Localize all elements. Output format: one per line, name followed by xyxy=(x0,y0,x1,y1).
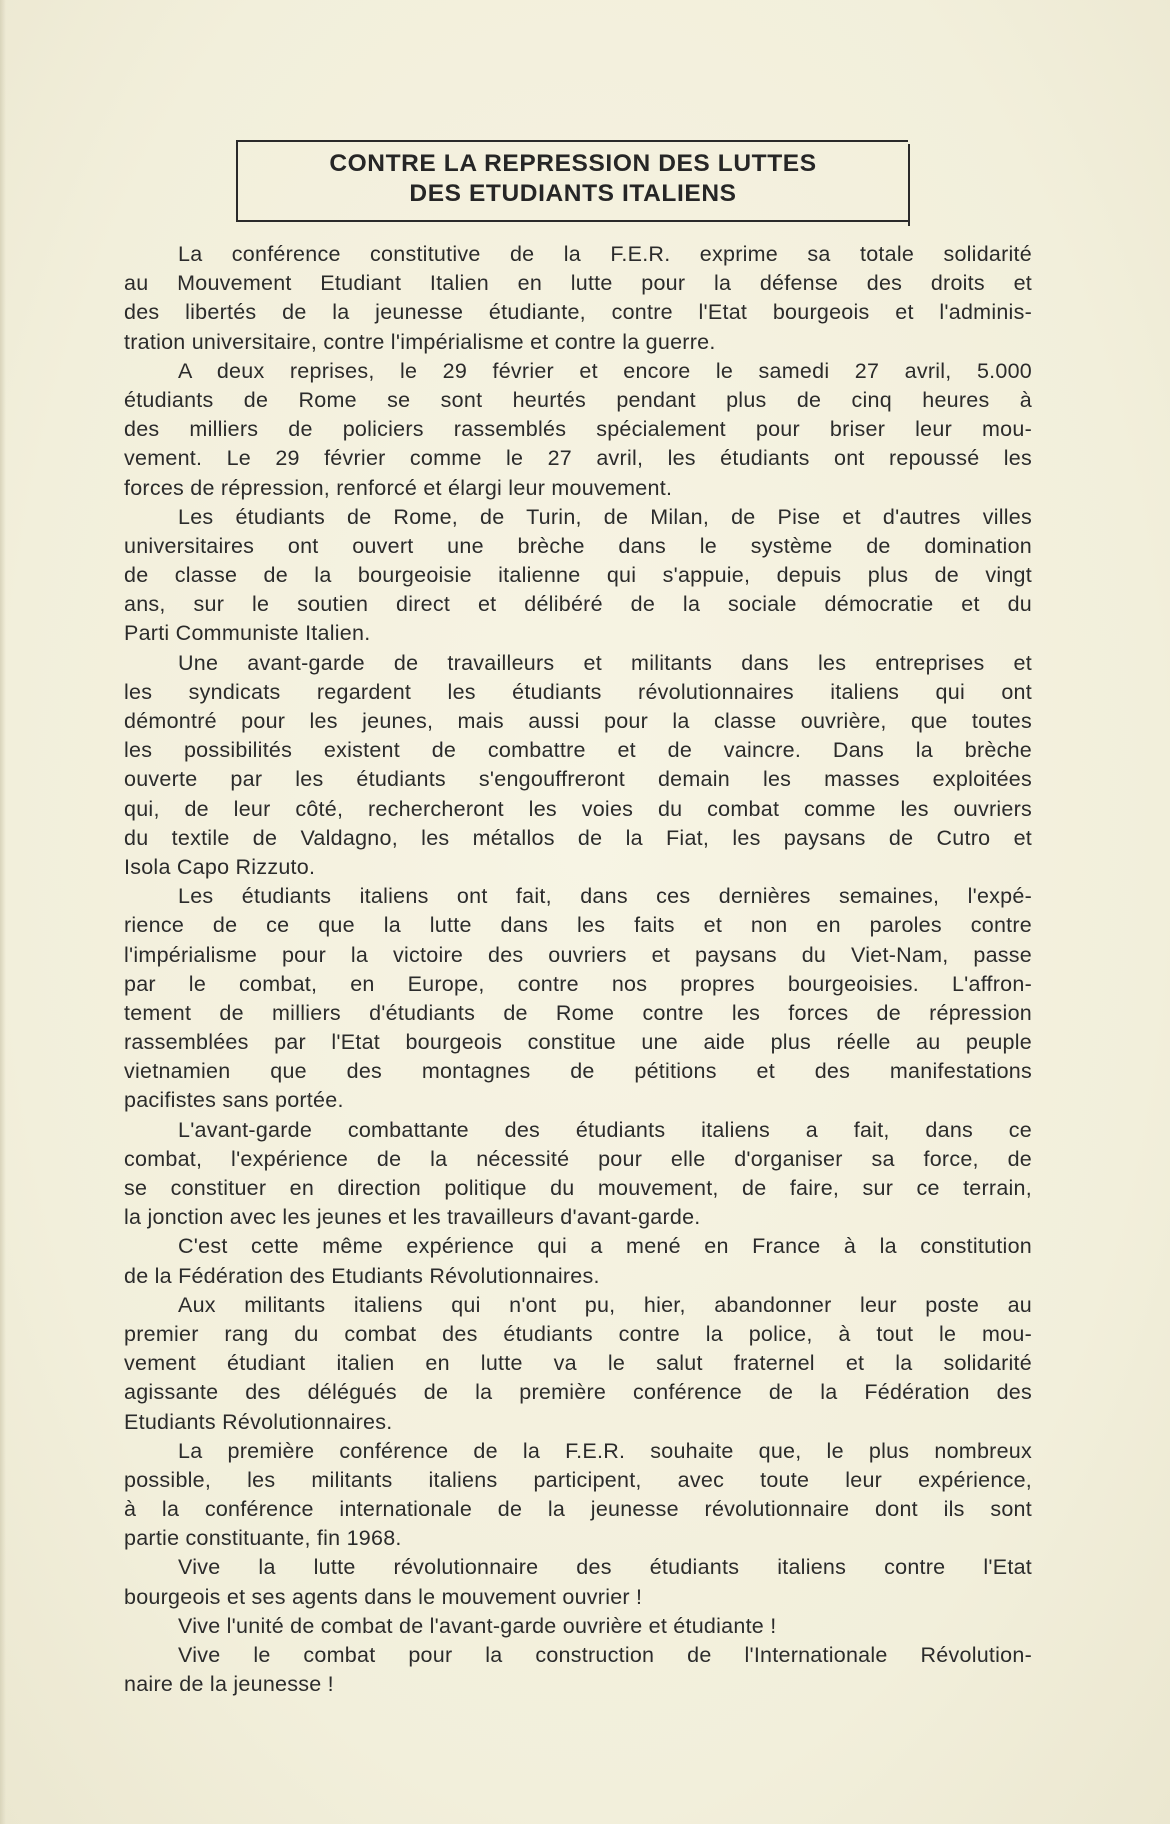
text-line: étudiants de Rome se sont heurtés pendant plus de cinq heures à xyxy=(124,387,1032,412)
title-box-right-border xyxy=(908,144,910,226)
text-line: combat, l'expérience de la nécessité pour elle d'organiser sa force, de xyxy=(124,1146,1032,1171)
text-line: des milliers de policiers rassemblés spécialement pour briser leur mou- xyxy=(124,417,1032,442)
text-line: Isola Capo Rizzuto. xyxy=(124,854,316,879)
text-line: Une avant-garde de travailleurs et militants dans les entreprises et xyxy=(178,650,1032,675)
text-line: premier rang du combat des étudiants contre la police, à tout le mou- xyxy=(124,1321,1032,1346)
text-line: naire de la jeunesse ! xyxy=(124,1672,334,1697)
text-line: possible, les militants italiens participent, avec toute leur expérience, xyxy=(124,1467,1032,1492)
text-line: de la Fédération des Etudiants Révolutionnaires. xyxy=(124,1263,600,1288)
text-line: Etudiants Révolutionnaires. xyxy=(124,1409,393,1434)
text-line: La conférence constitutive de la F.E.R. exprime sa totale solidarité xyxy=(178,242,1032,266)
text-line: les possibilités existent de combattre et de vaincre. Dans la brèche xyxy=(124,738,1032,763)
text-line: vement. Le 29 février comme le 27 avril, les étudiants ont repoussé les xyxy=(124,446,1032,471)
text-line: La première conférence de la F.E.R. souhaite que, le plus nombreux xyxy=(178,1438,1032,1463)
text-line: vement étudiant italien en lutte va le salut fraternel et la solidarité xyxy=(124,1351,1032,1376)
text-line: du textile de Valdagno, les métallos de la Fiat, les paysans de Cutro et xyxy=(124,825,1032,850)
text-line: se constituer en direction politique du mouvement, de faire, sur ce terrain, xyxy=(124,1176,1032,1200)
text-line: la jonction avec les jeunes et les travailleurs d'avant-garde. xyxy=(124,1205,701,1230)
text-line: Vive l'unité de combat de l'avant-garde ouvrière et étudiante ! xyxy=(178,1613,777,1638)
text-line: par le combat, en Europe, contre nos propres bourgeoisies. L'affron- xyxy=(124,971,1032,996)
text-line: tration universitaire, contre l'impérialisme et contre la guerre. xyxy=(124,329,716,354)
text-line: Vive la lutte révolutionnaire des étudiants italiens contre l'Etat xyxy=(178,1555,1032,1580)
text-line: A deux reprises, le 29 février et encore le samedi 27 avril, 5.000 xyxy=(178,358,1032,383)
text-line: forces de répression, renforcé et élargi leur mouvement. xyxy=(124,475,673,500)
text-line: partie constituante, fin 1968. xyxy=(124,1526,402,1551)
text-line: L'avant-garde combattante des étudiants italiens a fait, dans ce xyxy=(178,1117,1032,1142)
title-line-2: DES ETUDIANTS ITALIENS xyxy=(409,180,737,207)
text-line: de classe de la bourgeoisie italienne qui s'appuie, depuis plus de vingt xyxy=(124,563,1032,588)
text-line: vietnamien que des montagnes de pétitions et des manifestations xyxy=(124,1059,1032,1084)
text-line: à la conférence internationale de la jeunesse révolutionnaire dont ils sont xyxy=(124,1497,1032,1522)
text-line: les syndicats regardent les étudiants révolutionnaires italiens qui ont xyxy=(124,679,1032,704)
text-line: Les étudiants italiens ont fait, dans ces dernières semaines, l'expé- xyxy=(178,884,1032,909)
text-line: bourgeois et ses agents dans le mouvement ouvrier ! xyxy=(124,1584,643,1609)
text-line: au Mouvement Etudiant Italien en lutte pour la défense des droits et xyxy=(124,271,1032,296)
text-line: Vive le combat pour la construction de l'Internationale Révolution- xyxy=(178,1643,1032,1667)
text-line: agissante des délégués de la première conférence de la Fédération des xyxy=(124,1380,1032,1405)
text-line: rience de ce que la lutte dans les faits et non en paroles contre xyxy=(124,913,1032,938)
text-line: rassemblées par l'Etat bourgeois constitue une aide plus réelle au peuple xyxy=(124,1030,1032,1055)
text-line: universitaires ont ouvert une brèche dans le système de domination xyxy=(124,533,1032,558)
text-line: ouverte par les étudiants s'engouffreront demain les masses exploitées xyxy=(124,767,1032,792)
text-line: C'est cette même expérience qui a mené en France à la constitution xyxy=(178,1234,1032,1259)
text-line: ans, sur le soutien direct et délibéré de la sociale démocratie et du xyxy=(124,592,1032,617)
text-line: Aux militants italiens qui n'ont pu, hier, abandonner leur poste au xyxy=(178,1292,1032,1317)
title-box xyxy=(236,140,908,222)
text-line: des libertés de la jeunesse étudiante, contre l'Etat bourgeois et l'adminis- xyxy=(124,300,1032,325)
text-line: tement de milliers d'étudiants de Rome contre les forces de répression xyxy=(124,1000,1032,1025)
text-line: l'impérialisme pour la victoire des ouvriers et paysans du Viet-Nam, passe xyxy=(124,942,1032,967)
page-edge-shadow xyxy=(0,0,6,1824)
text-line: pacifistes sans portée. xyxy=(124,1088,344,1113)
text-line: démontré pour les jeunes, mais aussi pour la classe ouvrière, que toutes xyxy=(124,709,1032,733)
body-text xyxy=(124,240,1032,1699)
text-line: qui, de leur côté, rechercheront les voies du combat comme les ouvriers xyxy=(124,796,1032,821)
title-line-1: CONTRE LA REPRESSION DES LUTTES xyxy=(329,150,817,177)
text-line: Les étudiants de Rome, de Turin, de Milan, de Pise et d'autres villes xyxy=(178,504,1032,529)
text-line: Parti Communiste Italien. xyxy=(124,621,371,646)
